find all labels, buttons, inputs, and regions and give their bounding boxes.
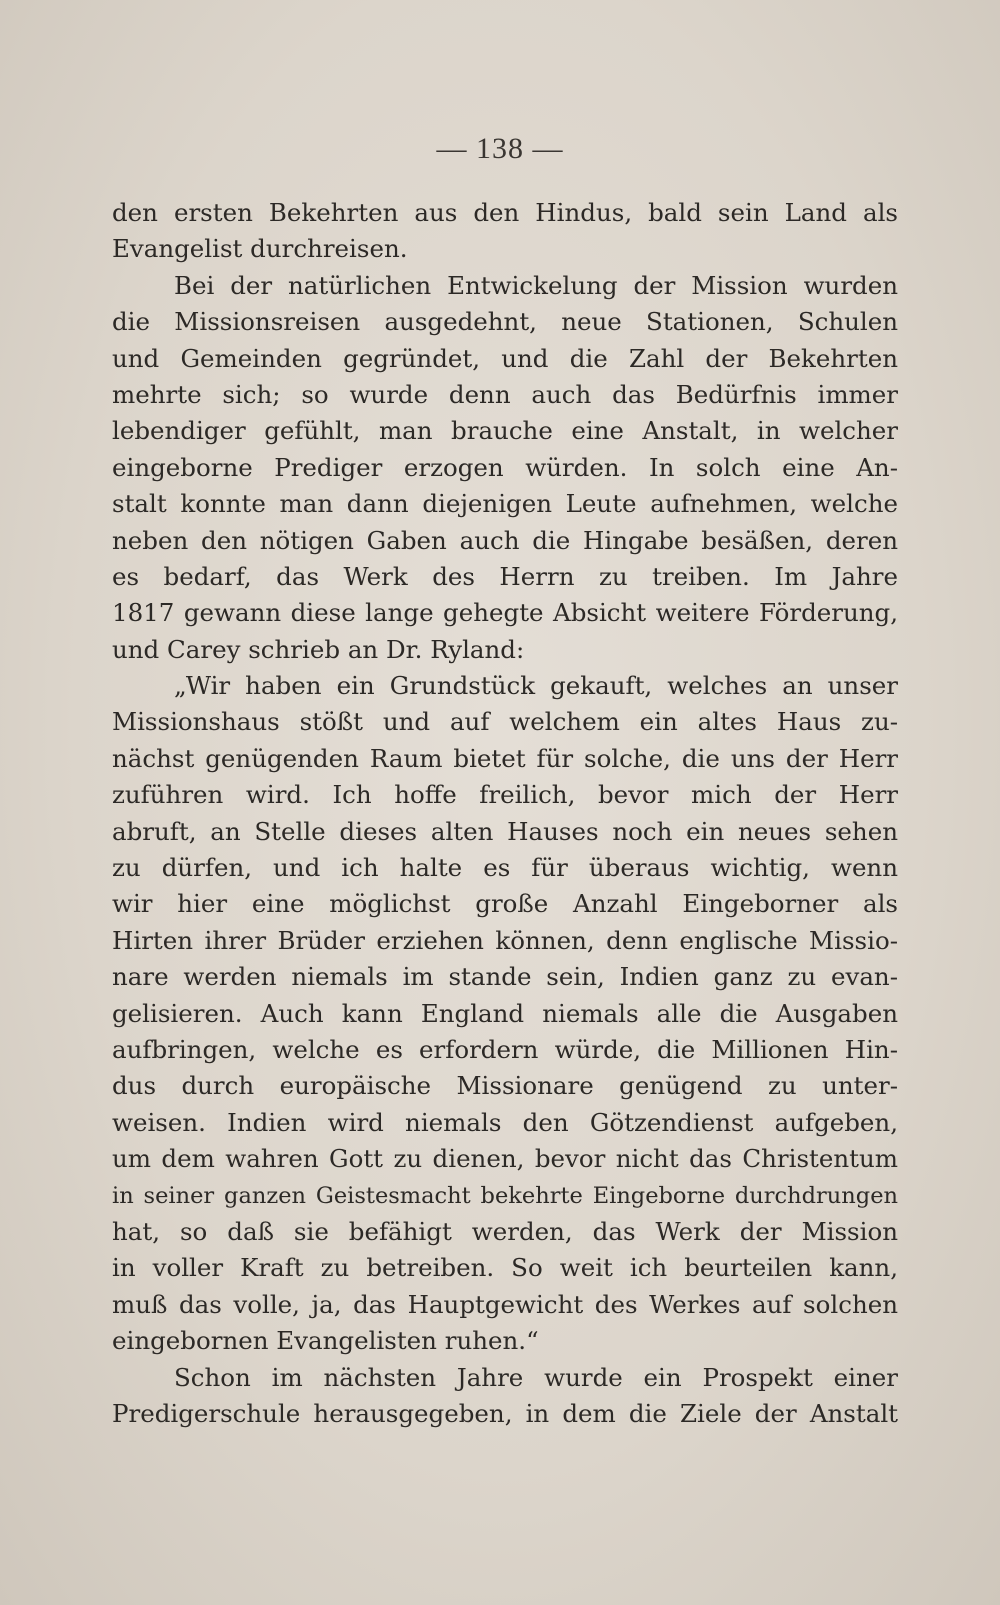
text-line: in seiner ganzen Geistesmacht bekehrte Eingeborne durchdrungen — [112, 1182, 898, 1209]
text-line: Schon im nächsten Jahre wurde ein Prospekt einer — [174, 1362, 898, 1392]
text-line: wir hier eine möglichst große Anzahl Eingeborner als — [112, 889, 898, 919]
body-text — [112, 195, 898, 1432]
text-line: mehrte sich; so wurde denn auch das Bedürfnis immer — [112, 379, 898, 409]
text-line: gelisieren. Auch kann England niemals alle die Ausgaben — [112, 998, 898, 1028]
text-line: in voller Kraft zu betreiben. So weit ich beurteilen kann, — [112, 1253, 898, 1283]
text-line: den ersten Bekehrten aus den Hindus, bald sein Land als — [112, 198, 898, 227]
text-line: zuführen wird. Ich hoffe freilich, bevor mich der Herr — [112, 780, 898, 810]
text-line: abruft, an Stelle dieses alten Hauses noch ein neues sehen — [112, 816, 898, 846]
text-line: und Gemeinden gegründet, und die Zahl der Bekehrten — [112, 343, 898, 373]
text-line: zu dürfen, und ich halte es für überaus wichtig, wenn — [112, 853, 898, 883]
text-line: und Carey schrieb an Dr. Ryland: — [112, 634, 525, 664]
text-line: Predigerschule herausgegeben, in dem die Ziele der Anstalt — [112, 1398, 898, 1428]
page-number: — 138 — — [436, 132, 564, 165]
text-line: nare werden niemals im stande sein, Indien ganz zu evan- — [112, 962, 898, 992]
text-line: aufbringen, welche es erfordern würde, die Millionen Hin- — [112, 1034, 898, 1064]
text-line: Evangelist durchreisen. — [112, 234, 408, 264]
text-line: eingeborne Prediger erzogen würden. In solch eine An- — [112, 452, 898, 482]
text-line: Missionshaus stößt und auf welchem ein altes Haus zu- — [112, 707, 898, 737]
text-line: nächst genügenden Raum bietet für solche, die uns der Herr — [112, 743, 898, 773]
text-line: „Wir haben ein Grundstück gekauft, welches an unser — [174, 671, 898, 701]
text-line: muß das volle, ja, das Hauptgewicht des Werkes auf solchen — [112, 1289, 898, 1319]
text-line: hat, so daß sie befähigt werden, das Werk der Mission — [112, 1216, 898, 1246]
text-line: neben den nötigen Gaben auch die Hingabe besäßen, deren — [112, 525, 898, 555]
text-line: Bei der natürlichen Entwickelung der Mission wurden — [174, 270, 898, 300]
text-line: stalt konnte man dann diejenigen Leute aufnehmen, welche — [112, 489, 898, 519]
text-line: die Missionsreisen ausgedehnt, neue Stationen, Schulen — [112, 307, 898, 337]
text-line: weisen. Indien wird niemals den Götzendienst aufgeben, — [112, 1107, 898, 1137]
text-line: lebendiger gefühlt, man brauche eine Anstalt, in welcher — [112, 416, 898, 446]
text-line: dus durch europäische Missionare genügend zu unter- — [112, 1071, 898, 1101]
text-line: um dem wahren Gott zu dienen, bevor nicht das Christentum — [112, 1144, 898, 1174]
text-line: Hirten ihrer Brüder erziehen können, denn englische Missio- — [112, 925, 898, 955]
text-line: eingebornen Evangelisten ruhen.“ — [112, 1326, 539, 1356]
text-line: 1817 gewann diese lange gehegte Absicht weitere Förderung, — [112, 598, 898, 628]
text-line: es bedarf, das Werk des Herrn zu treiben. Im Jahre — [112, 561, 898, 591]
